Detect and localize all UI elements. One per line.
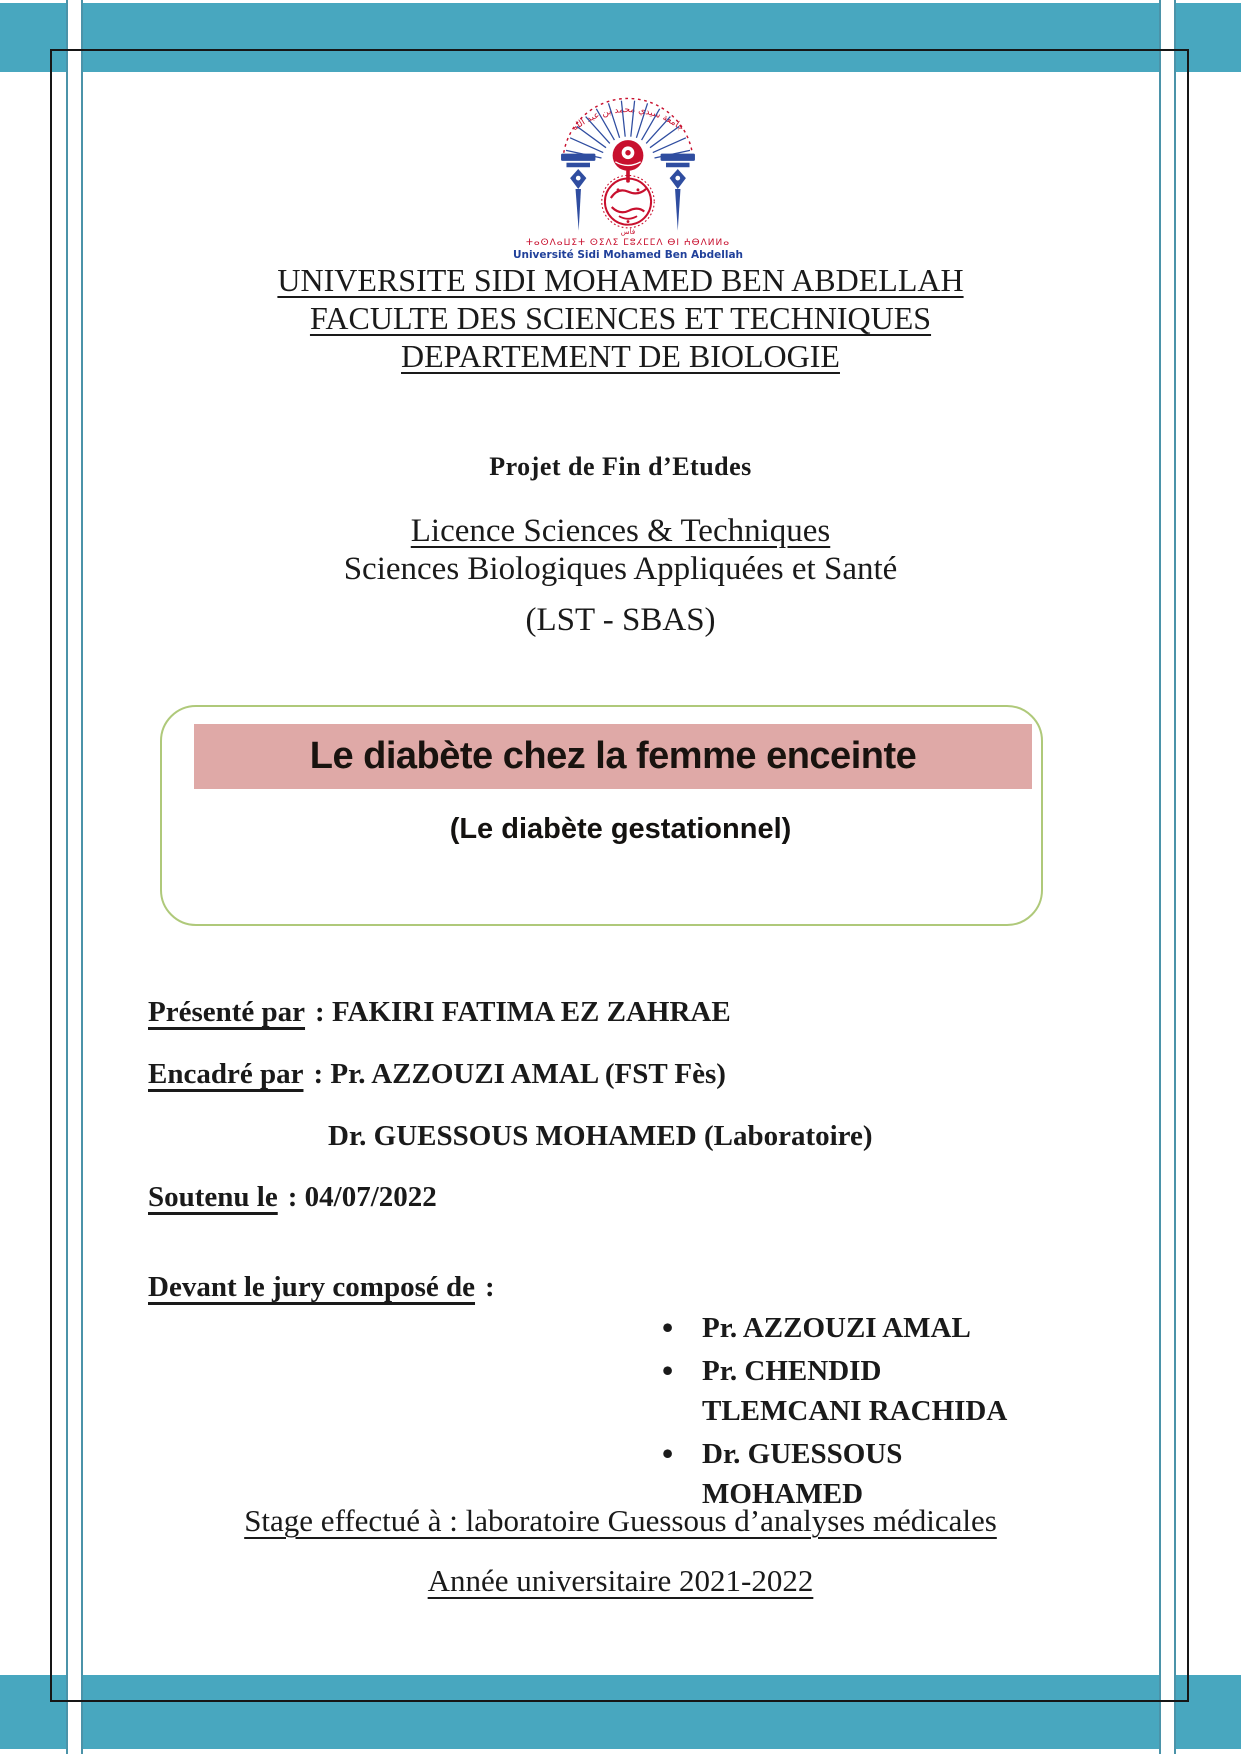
defended-on-label: Soutenu le — [148, 1181, 278, 1213]
jury-member: • Pr. CHENDID TLEMCANI RACHIDA — [660, 1351, 1040, 1431]
logo-amazigh-text: ⵜⴰⵙⴷⴰⵡⵉⵜ ⵙⵉⴷⵉ ⵎⵓⵃⵎⵎⴷ ⴱⵏ ⵄⴱⴷⵍⵍⴰ — [525, 238, 731, 248]
supervised-by-row — [148, 1058, 726, 1091]
presented-by-label: Présenté par — [148, 996, 306, 1028]
defended-on-value: : 04/07/2022 — [287, 1181, 437, 1213]
institution-header — [0, 261, 1241, 375]
academic-year-line: Année universitaire 2021-2022 — [427, 1563, 814, 1598]
supervised-by-value: : Pr. AZZOUZI AMAL (FST Fès) — [313, 1058, 726, 1090]
jury-heading-label: Devant le jury composé de — [148, 1271, 476, 1303]
jury-heading — [148, 1271, 495, 1304]
faculty-name: FACULTE DES SCIENCES ET TECHNIQUES — [309, 300, 932, 336]
jury-heading-colon: : — [485, 1271, 495, 1303]
jury-member: • Pr. AZZOUZI AMAL — [660, 1308, 1040, 1348]
university-logo — [503, 84, 753, 261]
presented-by-value: : FAKIRI FATIMA EZ ZAHRAE — [315, 996, 731, 1028]
supervised-by-label: Encadré par — [148, 1058, 304, 1090]
jury-member: • Dr. GUESSOUS MOHAMED — [660, 1434, 1040, 1514]
presented-by-row — [148, 996, 731, 1029]
degree-abbreviation: (LST - SBAS) — [525, 602, 716, 638]
internship-location-line: Stage effectué à : laboratoire Guessous d’analyses médicales — [244, 1503, 997, 1538]
thesis-subtitle: (Le diabète gestationnel) — [449, 813, 792, 845]
svg-text:فاس: فاس — [620, 227, 636, 236]
supervised-by-row-2 — [328, 1120, 873, 1153]
logo-caption: Université Sidi Mohamed Ben Abdellah — [512, 249, 744, 261]
degree-name: Licence Sciences & Techniques — [410, 513, 831, 549]
department-name: DEPARTEMENT DE BIOLOGIE — [401, 338, 840, 374]
jury-member-list — [660, 1308, 1040, 1517]
university-name: UNIVERSITE SIDI MOHAMED BEN ABDELLAH — [277, 262, 964, 298]
specialty-name: Sciences Biologiques Appliquées et Santé — [343, 551, 898, 587]
university-logo-emblem — [513, 84, 743, 236]
defended-on-row — [148, 1181, 437, 1214]
project-type-heading: Projet de Fin d’Etudes — [489, 452, 752, 481]
supervised-by-value-2: Dr. GUESSOUS MOHAMED (Laboratoire) — [328, 1120, 873, 1152]
thesis-title: Le diabète chez la femme enceinte — [194, 724, 1032, 789]
svg-text:جامعة سيدي محمد بن عبد الله: جامعة سيدي محمد بن عبد الله — [570, 105, 686, 134]
